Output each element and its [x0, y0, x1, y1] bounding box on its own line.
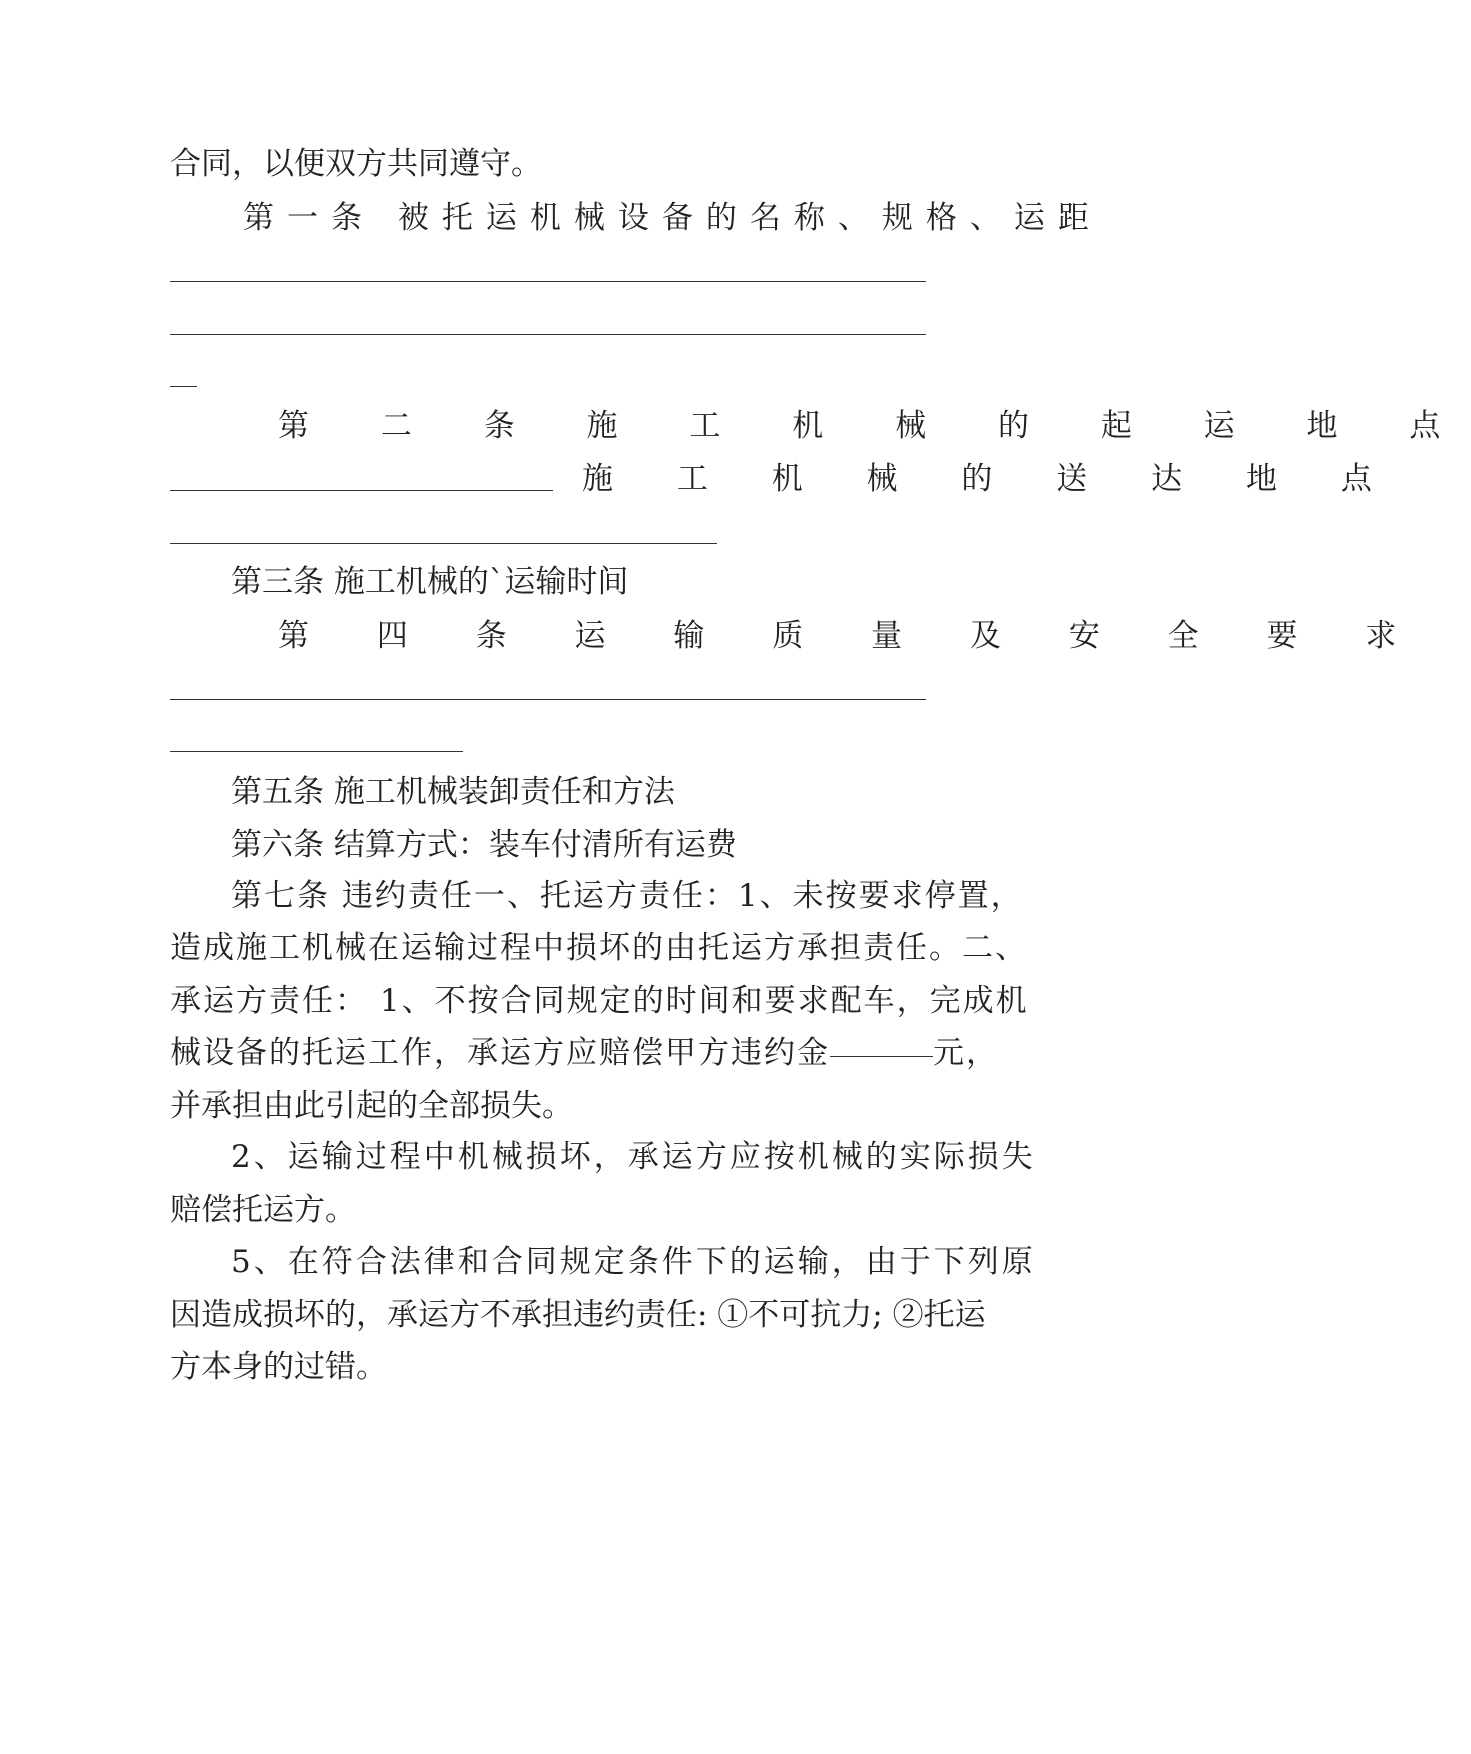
- article-7-line-4-unit: 元，: [933, 1035, 999, 1071]
- article-3-heading: 第三条 施工机械的`运输时间: [231, 564, 629, 600]
- article-5-heading: 第五条 施工机械装卸责任和方法: [231, 774, 675, 810]
- item-5-line-1: 5、在符合法律和合同规定条件下的运输，由于下列原: [231, 1244, 1036, 1280]
- article-1-blank-line-2: [170, 334, 926, 335]
- article-4-blank-line-2: [170, 751, 463, 752]
- article-6-heading: 第六条 结算方式：装车付清所有运费: [231, 827, 737, 863]
- article-1-blank-line-3: [170, 386, 197, 387]
- item-2-line-2: 赔偿托运方。: [170, 1192, 356, 1228]
- article-4-heading: 第 四 条 运 输 质 量 及 安 全 要 求: [278, 618, 1426, 654]
- article-7-line-4-text: 械设备的托运工作，承运方应赔偿甲方违约金: [170, 1035, 830, 1071]
- article-2-origin-label: 第 二 条 施 工 机 械 的 起 运 地 点: [278, 408, 1471, 444]
- article-7-line-1: 第七条 违约责任一、托运方责任：1、未按要求停置，: [231, 878, 1024, 914]
- article-7-line-2: 造成施工机械在运输过程中损坏的由托运方承担责任。二、: [170, 930, 1028, 966]
- article-1-heading: 第一条 被托运机械设备的名称、规格、运距: [243, 200, 1102, 236]
- article-7-line-3: 承运方责任： 1、不按合同规定的时间和要求配车，完成机: [170, 983, 1029, 1019]
- article-4-blank-line-1: [170, 699, 926, 700]
- article-7-line-5: 并承担由此引起的全部损失。: [170, 1088, 573, 1124]
- article-2-destination-blank: [170, 543, 717, 544]
- article-7-line-4: [170, 1033, 999, 1073]
- penalty-amount-blank: [830, 1056, 933, 1057]
- item-5-line-2: 因造成损坏的，承运方不承担违约责任: ①不可抗力; ②托运: [170, 1297, 986, 1333]
- item-2-line-1: 2、运输过程中机械损坏，承运方应按机械的实际损失: [231, 1139, 1036, 1175]
- article-2-destination-label: 施 工 机 械 的 送 达 地 点: [582, 461, 1399, 497]
- article-2-origin-blank: [170, 490, 553, 491]
- intro-tail-text: 合同，以便双方共同遵守。: [170, 146, 542, 182]
- article-1-blank-line-1: [170, 281, 926, 282]
- item-5-line-3: 方本身的过错。: [170, 1349, 387, 1385]
